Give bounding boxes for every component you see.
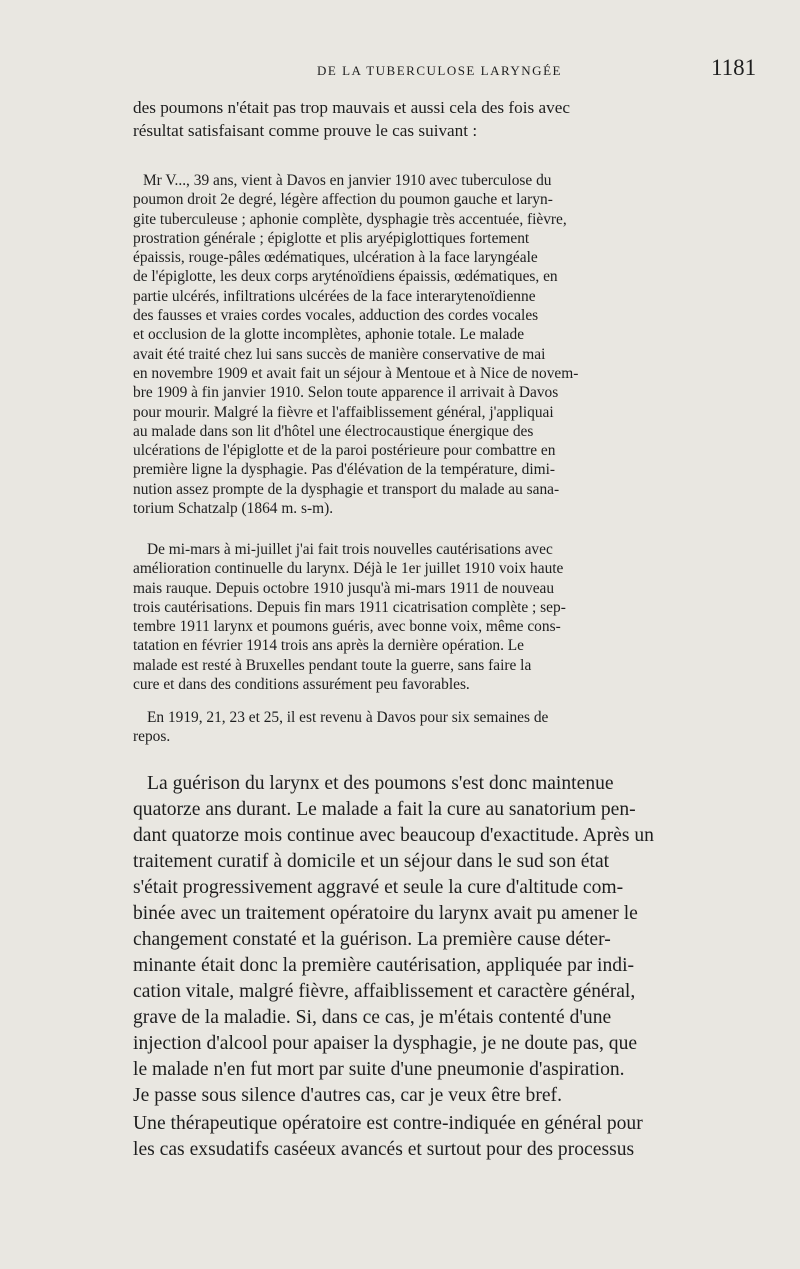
discussion-paragraph: La guérison du larynx et des poumons s'est donc maintenue quatorze ans durant. Le malade a fait la cure au sanatorium pen- dant quatorze mois continue avec beaucoup d'exactitude. Après un traitement curatif à domicile et un séjour dans le sud son état s'était progressivement aggravé et seule la cure d'altitude com- binée avec un traitement opératoire du larynx avait pu amener le changement constaté et la guérison. La première cause déter- minante était donc la première cautérisation, appliquée par indi- cation vitale, malgré fièvre, affaiblissement et caractère général, grave de la maladie. Si, dans ce cas, je m'étais contenté d'une injection d'alcool pour apaiser la dysphagie, je ne doute pas, que le malade n'en fut mort par suite d'une pneumonie d'aspiration. Je passe sous silence d'autres cas, car je veux être bref. [133,773,654,1106]
page-number: 1181 [711,55,757,80]
case-followup-paragraph: De mi-mars à mi-juillet j'ai fait trois nouvelles cautérisations avec amélioration continuelle du larynx. Déjà le 1er juillet 1910 voix haute mais rauque. Depuis octobre 1910 jusqu'à mi-mars 1911 de nouveau trois cautérisations. Depuis fin mars 1911 cicatrisation complète ; sep- tembre 1911 larynx et poumons guéris, avec bonne voix, même cons- tatation en février 1914 trois ans après la dernière opération. Le malade est resté à Bruxelles pendant toute la guerre, sans faire la cure et dans des conditions assurément peu favorables. [133,541,566,694]
case-return-paragraph: En 1919, 21, 23 et 25, il est revenu à Davos pour six semaines de repos. [133,709,549,746]
intro-paragraph: des poumons n'était pas trop mauvais et aussi cela des fois avec résultat satisfaisant comme prouve le cas suivant : [133,98,570,140]
case-report-paragraph: Mr V..., 39 ans, vient à Davos en janvier 1910 avec tuberculose du poumon droit 2e degré, légère affection du poumon gauche et laryn- gite tuberculeuse ; aphonie complète, dysphagie très accentuée, fièvre, prostration générale ; épiglotte et plis aryépiglottiques fortement épaissis, rouge-pâles œdématiques, ulcération à la face laryngéale de l'épiglotte, les deux corps aryténoïdiens épaissis, œdématiques, en partie ulcérés, infiltrations ulcérées de la face interarytenoïdienne des fausses et vraies cordes vocales, adduction des cordes vocales et occlusion de la glotte incomplètes, aphonie totale. Le malade avait été traité chez lui sans succès de manière conservative de mai en novembre 1909 et avait fait un séjour à Mentoue et à Nice de novem- bre 1909 à fin janvier 1910. Selon toute apparence il arrivait à Davos pour mourir. Malgré la fièvre et l'affaiblissement général, j'appliquai au malade dans son lit d'hôtel une électrocaustique énergique des ulcérations de l'épiglotte et de la paroi postérieure pour combattre en première ligne la dysphagie. Pas d'élévation de la température, dimi- nution assez prompte de la dysphagie et transport du malade au sana- torium Schatzalp (1864 m. s-m). [133,172,579,518]
contraindication-paragraph: Une thérapeutique opératoire est contre-indiquée en général pour les cas exsudatifs caséeux avancés et surtout pour des processus [133,1113,643,1160]
page-header [0,55,800,85]
running-title: DE LA TUBERCULOSE LARYNGÉE [317,63,562,78]
